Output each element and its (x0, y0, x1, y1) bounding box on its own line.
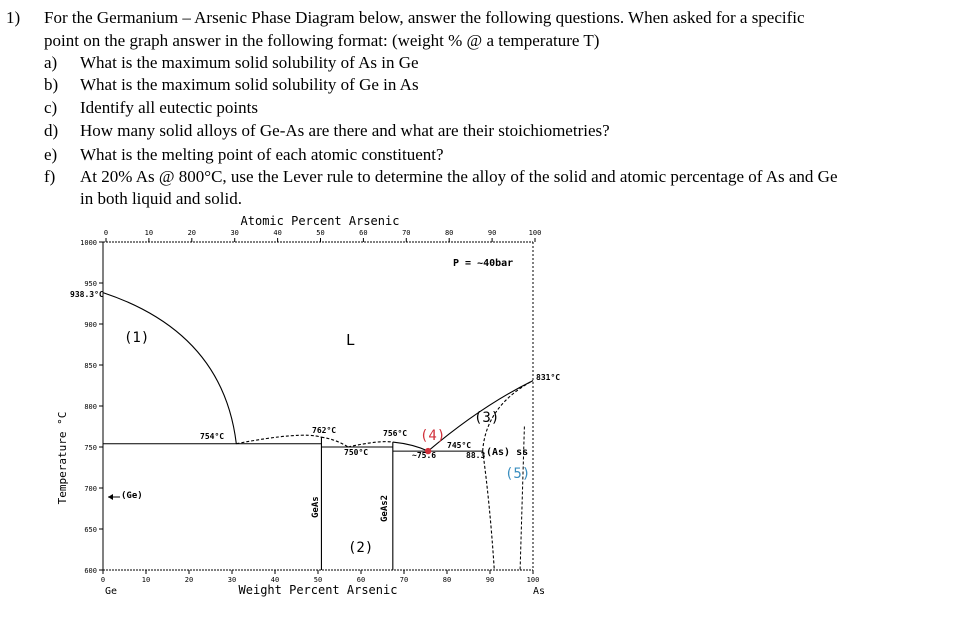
plot-frame (103, 242, 533, 570)
item-f-text: At 20% As @ 800°C, use the Lever rule to determine the alloy of the solid and atomic percentage of As and Ge (80, 167, 838, 186)
pressure-label: P = ~40bar (453, 258, 514, 269)
as-solvus (483, 451, 495, 570)
top-tick-label-40: 40 (273, 229, 282, 237)
item-c-text: Identify all eutectic points (80, 98, 258, 117)
ge-melting-label: 938.3°C (70, 290, 104, 299)
phase-diagram (0, 210, 955, 621)
x-tick-label-70: 70 (399, 576, 409, 584)
top-tick-label-20: 20 (187, 229, 197, 237)
right-end-label: As (532, 586, 546, 597)
y-tick-label-1000: 1000 (80, 239, 97, 247)
y-tick-label-800: 800 (84, 403, 97, 411)
top-tick-label-60: 60 (359, 229, 368, 237)
temp-745-label: 745°C (447, 441, 472, 450)
ge-arrow-head (108, 494, 113, 500)
y-tick-label-750: 750 (84, 444, 97, 452)
x-tick-label-80: 80 (442, 576, 452, 584)
x-tick-label-40: 40 (270, 576, 280, 584)
y-axis-label: Temperature °C (56, 411, 69, 505)
temp-762-label: 762°C (312, 426, 337, 435)
item-d-text: How many solid alloys of Ge-As are there and what are their stoichiometries? (80, 121, 610, 140)
top-tick-label-80: 80 (444, 229, 454, 237)
region-2-label: (2) (348, 540, 374, 556)
temp-750-label: 750°C (344, 448, 369, 457)
y-tick-label-650: 650 (84, 526, 97, 534)
axis-ticks (80, 229, 541, 584)
left-end-label: Ge (104, 586, 118, 597)
x-axis-label: Weight Percent Arsenic (238, 583, 398, 597)
question-number: 1) (6, 8, 21, 27)
comp-883-label: 88.3 (466, 451, 486, 460)
item-b-text: What is the maximum solid solubility of Ge in As (80, 75, 419, 94)
item-a-text: What is the maximum solid solubility of As in Ge (80, 53, 419, 72)
liquid-label: L (346, 331, 356, 349)
top-tick-label-70: 70 (402, 229, 411, 237)
liquidus-to-geas (236, 435, 321, 443)
temp-754-label: 754°C (200, 432, 225, 441)
question-intro-line2: point on the graph answer in the following format: (weight % @ a temperature T) (44, 31, 600, 50)
x-tick-label-50: 50 (313, 576, 323, 584)
phase-diagram-svg (0, 210, 955, 621)
as-ss-label: (As) ss (486, 447, 529, 458)
y-tick-label-700: 700 (84, 485, 97, 493)
x-tick-label-0: 0 (100, 576, 106, 584)
region-4-label: (4) (420, 428, 446, 444)
top-tick-label-0: 0 (103, 229, 109, 237)
geas2-phase-label: GeAs2 (380, 494, 390, 522)
item-e-label: e) (44, 145, 58, 164)
x-tick-label-60: 60 (356, 576, 366, 584)
item-b-label: b) (44, 75, 59, 94)
comp-756-label: ~75.6 (412, 451, 437, 460)
temp-756-label: 756°C (383, 429, 408, 438)
y-tick-label-900: 900 (84, 321, 97, 329)
chart-title: Atomic Percent Arsenic (240, 214, 400, 228)
region-1-label: (1) (124, 330, 150, 346)
ge-phase-label: (Ge) (121, 491, 143, 501)
x-tick-label-20: 20 (184, 576, 194, 584)
top-tick-label-90: 90 (487, 229, 497, 237)
region-5-label: (5) (505, 466, 531, 482)
y-tick-label-850: 850 (84, 362, 97, 370)
temp-831-label: 831°C (536, 373, 561, 382)
liquidus-e2-to-geas2 (348, 442, 393, 447)
top-tick-label-10: 10 (144, 229, 154, 237)
region-3-label: (3) (474, 410, 500, 426)
liquidus-geas-to-e2 (321, 437, 348, 447)
x-tick-label-30: 30 (227, 576, 237, 584)
item-c-label: c) (44, 98, 58, 117)
geas-phase-label: GeAs (311, 496, 321, 518)
liquidus-ge-side (103, 293, 236, 444)
y-tick-label-950: 950 (84, 280, 97, 288)
y-tick-label-600: 600 (84, 567, 97, 575)
item-a-label: a) (44, 53, 58, 72)
item-e-text: What is the melting point of each atomic constituent? (80, 145, 444, 164)
x-tick-label-90: 90 (485, 576, 495, 584)
top-tick-label-50: 50 (316, 229, 325, 237)
x-tick-label-100: 100 (526, 576, 540, 584)
item-d-label: d) (44, 121, 59, 140)
question-intro-line1: For the Germanium – Arsenic Phase Diagram below, answer the following questions. When asked for a specific (44, 8, 805, 27)
item-f-label: f) (44, 167, 56, 186)
top-tick-label-100: 100 (528, 229, 542, 237)
top-tick-label-30: 30 (230, 229, 239, 237)
item-f-text-line2: in both liquid and solid. (80, 189, 242, 208)
x-tick-label-10: 10 (141, 576, 151, 584)
